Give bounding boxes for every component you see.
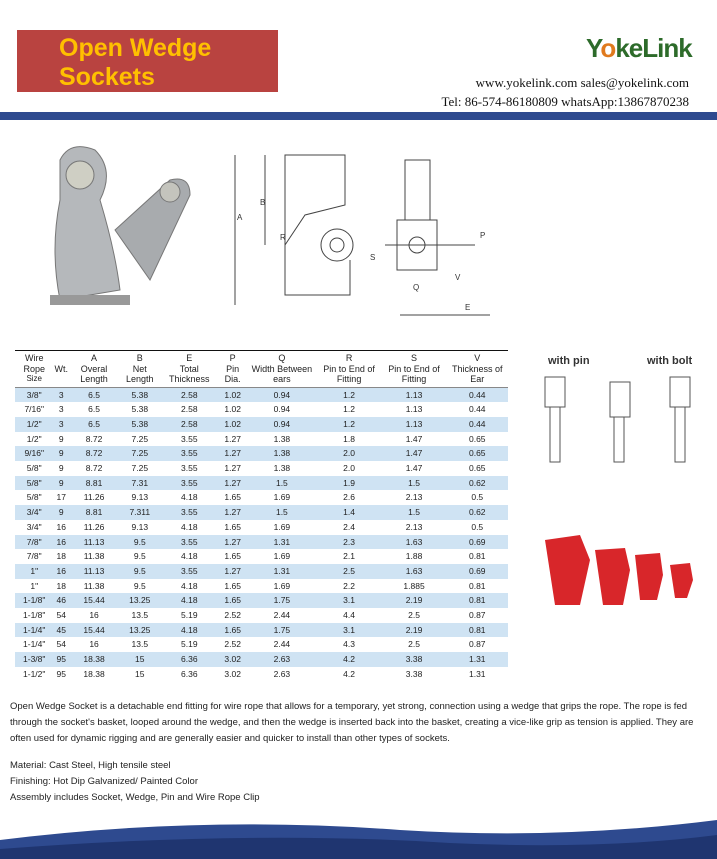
dim-a: A [237,213,243,222]
header-text: B [136,353,143,363]
table-cell: 9.5 [133,580,146,591]
header-text: Size [26,374,42,383]
table-cell: 1.63 [405,536,423,547]
table-cell: 15.44 [83,624,105,635]
header-text: Net Length [126,363,154,384]
table-row [15,505,508,520]
table-cell: 7/8" [26,551,42,562]
table-cell: 2.63 [273,654,291,665]
table-cell: 1.31 [273,536,291,547]
table-cell: 0.81 [468,551,486,562]
table-cell: 11.13 [83,536,105,547]
table-cell: 1.75 [273,624,291,635]
table-cell: 2.58 [181,389,198,400]
table-cell: 1.38 [273,463,291,474]
table-cell: 6.5 [88,389,100,400]
column-header [447,351,508,388]
table-cell: 9/16" [24,448,44,459]
table-cell: 4.18 [181,624,198,635]
table-cell: 15 [135,654,145,665]
table-cell: 5.38 [131,389,149,400]
table-cell: 4.2 [343,668,355,679]
table-cell: 6.5 [88,404,100,415]
table-cell: 2.5 [408,610,420,621]
table-cell: 1.47 [405,463,423,474]
table-cell: 1.38 [273,433,291,444]
table-cell: 54 [56,639,66,650]
table-cell: 1.13 [405,418,423,429]
table-cell: 1.27 [224,463,241,474]
header-text: S [411,353,418,363]
table-cell: 13.5 [131,610,149,621]
table-cell: 3/4" [26,507,42,518]
table-cell: 9 [58,477,64,488]
table-cell: 8.81 [85,507,103,518]
table-row [15,667,508,682]
table-cell: 2.13 [405,521,423,532]
table-cell: 1-1/4" [23,639,46,650]
table-cell: 4.18 [181,551,198,562]
table-cell: 1.5 [275,477,288,488]
table-row [15,564,508,579]
table-row [15,387,508,402]
column-header [15,351,53,388]
table-cell: 3.02 [224,654,241,665]
table-cell: 3.55 [181,507,198,518]
table-cell: 0.69 [468,536,486,547]
table-row [15,417,508,432]
table-cell: 0.5 [471,521,484,532]
table-cell: 1.27 [224,433,241,444]
table-cell: 1.2 [343,418,355,429]
table-cell: 0.87 [468,639,486,650]
table-cell: 4.18 [181,521,198,532]
table-row [15,652,508,667]
table-cell: 2.5 [408,639,420,650]
table-cell: 2.44 [273,639,291,650]
table-cell: 1.02 [224,404,241,415]
table-cell: 0.62 [468,477,486,488]
table-row [15,520,508,535]
column-header [160,351,218,388]
table-row [15,593,508,608]
table-cell: 7.25 [131,463,149,474]
table-cell: 1.27 [224,448,241,459]
table-cell: 0.65 [468,463,486,474]
table-cell: 18 [56,580,66,591]
column-header [382,351,447,388]
table-cell: 2.19 [405,595,423,606]
table-cell: 13.25 [129,595,151,606]
table-cell: 7.25 [131,433,149,444]
spec-material: Material: Cast Steel, High tensile steel [10,760,171,771]
table-cell: 5/8" [26,477,42,488]
table-cell: 1.5 [408,477,420,488]
table-cell: 18 [56,551,66,562]
table-cell: 2.58 [181,404,198,415]
table-cell: 2.2 [343,580,355,591]
table-cell: 3 [58,389,64,400]
table-cell: 2.4 [343,521,355,532]
table-cell: 8.72 [85,433,103,444]
table-cell: 11.26 [83,521,105,532]
table-cell: 3.55 [181,536,198,547]
table-cell: 5.38 [131,404,149,415]
table-cell: 7.311 [129,507,151,518]
table-cell: 1.38 [273,448,291,459]
web-email: www.yokelink.com sales@yokelink.com [475,75,689,90]
table-cell: 17 [56,492,66,503]
header-divider [0,112,717,120]
table-cell: 6.5 [88,418,100,429]
table-cell: 0.44 [468,389,486,400]
table-cell: 18.38 [83,668,105,679]
table-cell: 15.44 [83,595,105,606]
dim-q: Q [413,283,420,292]
table-cell: 13.25 [129,624,151,635]
table-cell: 1.69 [273,551,291,562]
header-text: Total Thickness [169,363,210,384]
dim-s: S [370,253,376,262]
table-cell: 1.65 [224,624,241,635]
with-bolt-label: with bolt [647,355,693,367]
table-cell: 2.52 [224,639,241,650]
footer-wave [0,815,717,859]
column-header [317,351,382,388]
table-cell: 0.69 [468,565,486,576]
column-header [119,351,160,388]
table-cell: 8.81 [85,477,103,488]
header-text: Q [278,353,286,363]
table-cell: 0.81 [468,580,486,591]
table-cell: 8.72 [85,463,103,474]
table-cell: 2.6 [343,492,355,503]
table-cell: 2.13 [405,492,423,503]
header-text: E [186,353,193,363]
table-row [15,490,508,505]
red-sockets-photo [535,520,705,610]
table-row [15,623,508,638]
table-cell: 16 [89,639,99,650]
spec-assembly: Assembly includes Socket, Wedge, Pin and Wire Rope Clip [10,792,260,803]
table-cell: 16 [89,610,99,621]
table-cell: 1.65 [224,492,241,503]
table-cell: 6.36 [181,654,198,665]
table-cell: 0.65 [468,448,486,459]
description: Open Wedge Socket is a detachable end fitting for wire rope that allows for a temporary, yet strong, connection using a wedge that grips the rope. The rope is fed through the socket's basket, looped around the wedge, and then the wedge is inserted back into the basket, creating a vice-like grip as tension is applied. They are often used for dynamic rigging and are generally easier and quicker to install than other types of sockets. [10,701,694,744]
table-cell: 2.0 [343,448,355,459]
header-text: V [474,353,481,363]
table-cell: 9.13 [131,521,149,532]
table-cell: 1.4 [343,507,355,518]
table-cell: 2.5 [343,565,355,576]
table-cell: 2.58 [181,418,198,429]
table-cell: 0.5 [471,492,484,503]
header-text: Overal Length [80,363,108,384]
with-pin-label: with pin [548,355,590,367]
table-cell: 1.69 [273,580,291,591]
table-cell: 54 [56,610,66,621]
table-cell: 1/2" [26,418,42,429]
table-cell: 3.38 [405,654,423,665]
table-cell: 5.19 [181,610,198,621]
table-cell: 3 [58,418,64,429]
table-cell: 2.63 [273,668,291,679]
spec-table [15,350,508,682]
title-line-2: Sockets [59,63,155,91]
table-cell: 1-3/8" [23,654,46,665]
header-text: Wt. [54,363,68,374]
table-cell: 1.65 [224,580,241,591]
table-cell: 9.5 [133,536,146,547]
socket-photo [40,140,220,325]
table-cell: 3.55 [181,477,198,488]
table-row [15,461,508,476]
technical-drawing [225,145,505,325]
table-cell: 16 [56,521,66,532]
table-cell: 3.02 [224,668,241,679]
table-cell: 0.87 [468,610,486,621]
table-cell: 1.31 [468,654,486,665]
variant-drawings [530,372,710,472]
table-cell: 1.27 [224,536,241,547]
table-cell: 1.02 [224,389,241,400]
table-cell: 1.27 [224,565,241,576]
table-cell: 0.94 [273,404,291,415]
table-cell: 2.1 [343,551,355,562]
table-cell: 2.19 [405,624,423,635]
table-cell: 11.38 [83,551,105,562]
table-cell: 1.13 [405,389,423,400]
dim-b: B [260,198,266,207]
column-header [247,351,316,388]
table-cell: 2.3 [343,536,355,547]
table-cell: 0.81 [468,624,486,635]
table-cell: 9 [58,433,64,444]
table-cell: 11.13 [83,565,105,576]
table-cell: 1.47 [405,448,423,459]
table-cell: 6.36 [181,668,198,679]
table-cell: 0.65 [468,433,486,444]
table-cell: 1.75 [273,595,291,606]
table-cell: 1.69 [273,492,291,503]
column-header [218,351,247,388]
table-cell: 1-1/8" [23,595,46,606]
table-cell: 16 [56,565,66,576]
table-cell: 5.38 [131,418,149,429]
table-cell: 1.63 [405,565,423,576]
header-text: Thickness of Ear [452,363,503,384]
table-cell: 1.8 [343,433,355,444]
table-row [15,579,508,594]
table-cell: 1-1/8" [23,610,46,621]
table-cell: 3/4" [26,521,42,532]
column-header [69,351,119,388]
header-text: R [345,353,353,363]
table-row [15,549,508,564]
table-cell: 1.31 [468,668,486,679]
table-cell: 4.18 [181,492,198,503]
table-row [15,637,508,652]
table-cell: 7/16" [24,404,44,415]
title-banner [17,30,278,92]
dim-v: V [455,273,461,282]
table-cell: 1.31 [273,565,291,576]
table-cell: 1" [30,565,39,576]
table-cell: 3.38 [405,668,423,679]
table-cell: 15 [135,668,145,679]
table-cell: 1.47 [405,433,423,444]
table-cell: 3.55 [181,433,198,444]
table-cell: 3.1 [343,624,355,635]
table-cell: 9 [58,463,64,474]
table-cell: 3 [58,404,64,415]
header-text: Pin to End of Fitting [388,363,440,384]
table-cell: 1.27 [224,507,241,518]
table-cell: 45 [56,624,66,635]
table-cell: 4.18 [181,595,198,606]
header-text: Wire Rope [23,353,45,374]
header-text: Width Between ears [251,363,313,384]
table-cell: 9 [58,507,64,518]
table-cell: 95 [56,668,66,679]
table-cell: 0.94 [273,418,291,429]
column-header [53,351,69,388]
table-cell: 1.2 [343,389,355,400]
table-cell: 1.9 [343,477,355,488]
table-cell: 4.3 [343,639,355,650]
table-cell: 5/8" [26,463,42,474]
table-cell: 9.5 [133,565,146,576]
table-cell: 2.52 [224,610,241,621]
table-cell: 1.2 [343,404,355,415]
table-cell: 1.65 [224,595,241,606]
table-row [15,608,508,623]
table-cell: 13.5 [131,639,149,650]
table-cell: 0.94 [273,389,291,400]
table-cell: 1" [30,580,39,591]
table-cell: 4.18 [181,580,198,591]
table-cell: 7/8" [26,536,42,547]
table-cell: 4.2 [343,654,355,665]
table-cell: 11.26 [83,492,105,503]
dim-r: R [280,233,286,242]
dim-e: E [465,303,471,312]
table-cell: 7.25 [131,448,149,459]
table-cell: 46 [56,595,66,606]
table-cell: 1.13 [405,404,423,415]
header-text: Pin to End of Fitting [323,363,375,384]
table-cell: 1.27 [224,477,241,488]
table-cell: 0.62 [468,507,486,518]
table-cell: 11.38 [83,580,105,591]
table-row [15,446,508,461]
table-cell: 1.65 [224,551,241,562]
table-cell: 0.81 [468,595,486,606]
table-cell: 7.31 [131,477,149,488]
table-cell: 9.5 [133,551,146,562]
table-cell: 3/8" [26,389,42,400]
spec-finishing: Finishing: Hot Dip Galvanized/ Painted Color [10,776,198,787]
table-cell: 1.02 [224,418,241,429]
table-cell: 3.55 [181,565,198,576]
table-cell: 2.0 [343,463,355,474]
table-cell: 9 [58,448,64,459]
table-cell: 3.55 [181,463,198,474]
title-line-1: Open Wedge [59,34,212,62]
table-cell: 3.1 [343,595,355,606]
table-cell: 5.19 [181,639,198,650]
brand-logo: YokeLink [586,33,692,63]
table-cell: 1.65 [224,521,241,532]
table-row [15,476,508,491]
table-cell: 0.44 [468,418,486,429]
phone: Tel: 86-574-86180809 whatsApp:13867870238 [441,94,689,109]
header-text: P [229,353,236,363]
table-cell: 18.38 [83,654,105,665]
table-cell: 1-1/2" [23,668,46,679]
table-row [15,535,508,550]
table-row [15,402,508,417]
table-cell: 1.5 [408,507,420,518]
table-cell: 1.885 [403,580,425,591]
table-cell: 4.4 [343,610,355,621]
table-cell: 5/8" [26,492,42,503]
table-cell: 8.72 [85,448,103,459]
table-cell: 1.69 [273,521,291,532]
table-cell: 1.5 [275,507,288,518]
table-cell: 95 [56,654,66,665]
table-cell: 1/2" [26,433,42,444]
table-cell: 3.55 [181,448,198,459]
table-cell: 1.88 [405,551,423,562]
table-cell: 2.44 [273,610,291,621]
table-cell: 9.13 [131,492,149,503]
table-row [15,432,508,447]
table-cell: 16 [56,536,66,547]
table-cell: 1-1/4" [23,624,46,635]
dim-p: P [480,231,486,240]
table-cell: 0.44 [468,404,486,415]
header-text: Pin Dia. [224,363,241,384]
header-text: A [91,353,98,363]
